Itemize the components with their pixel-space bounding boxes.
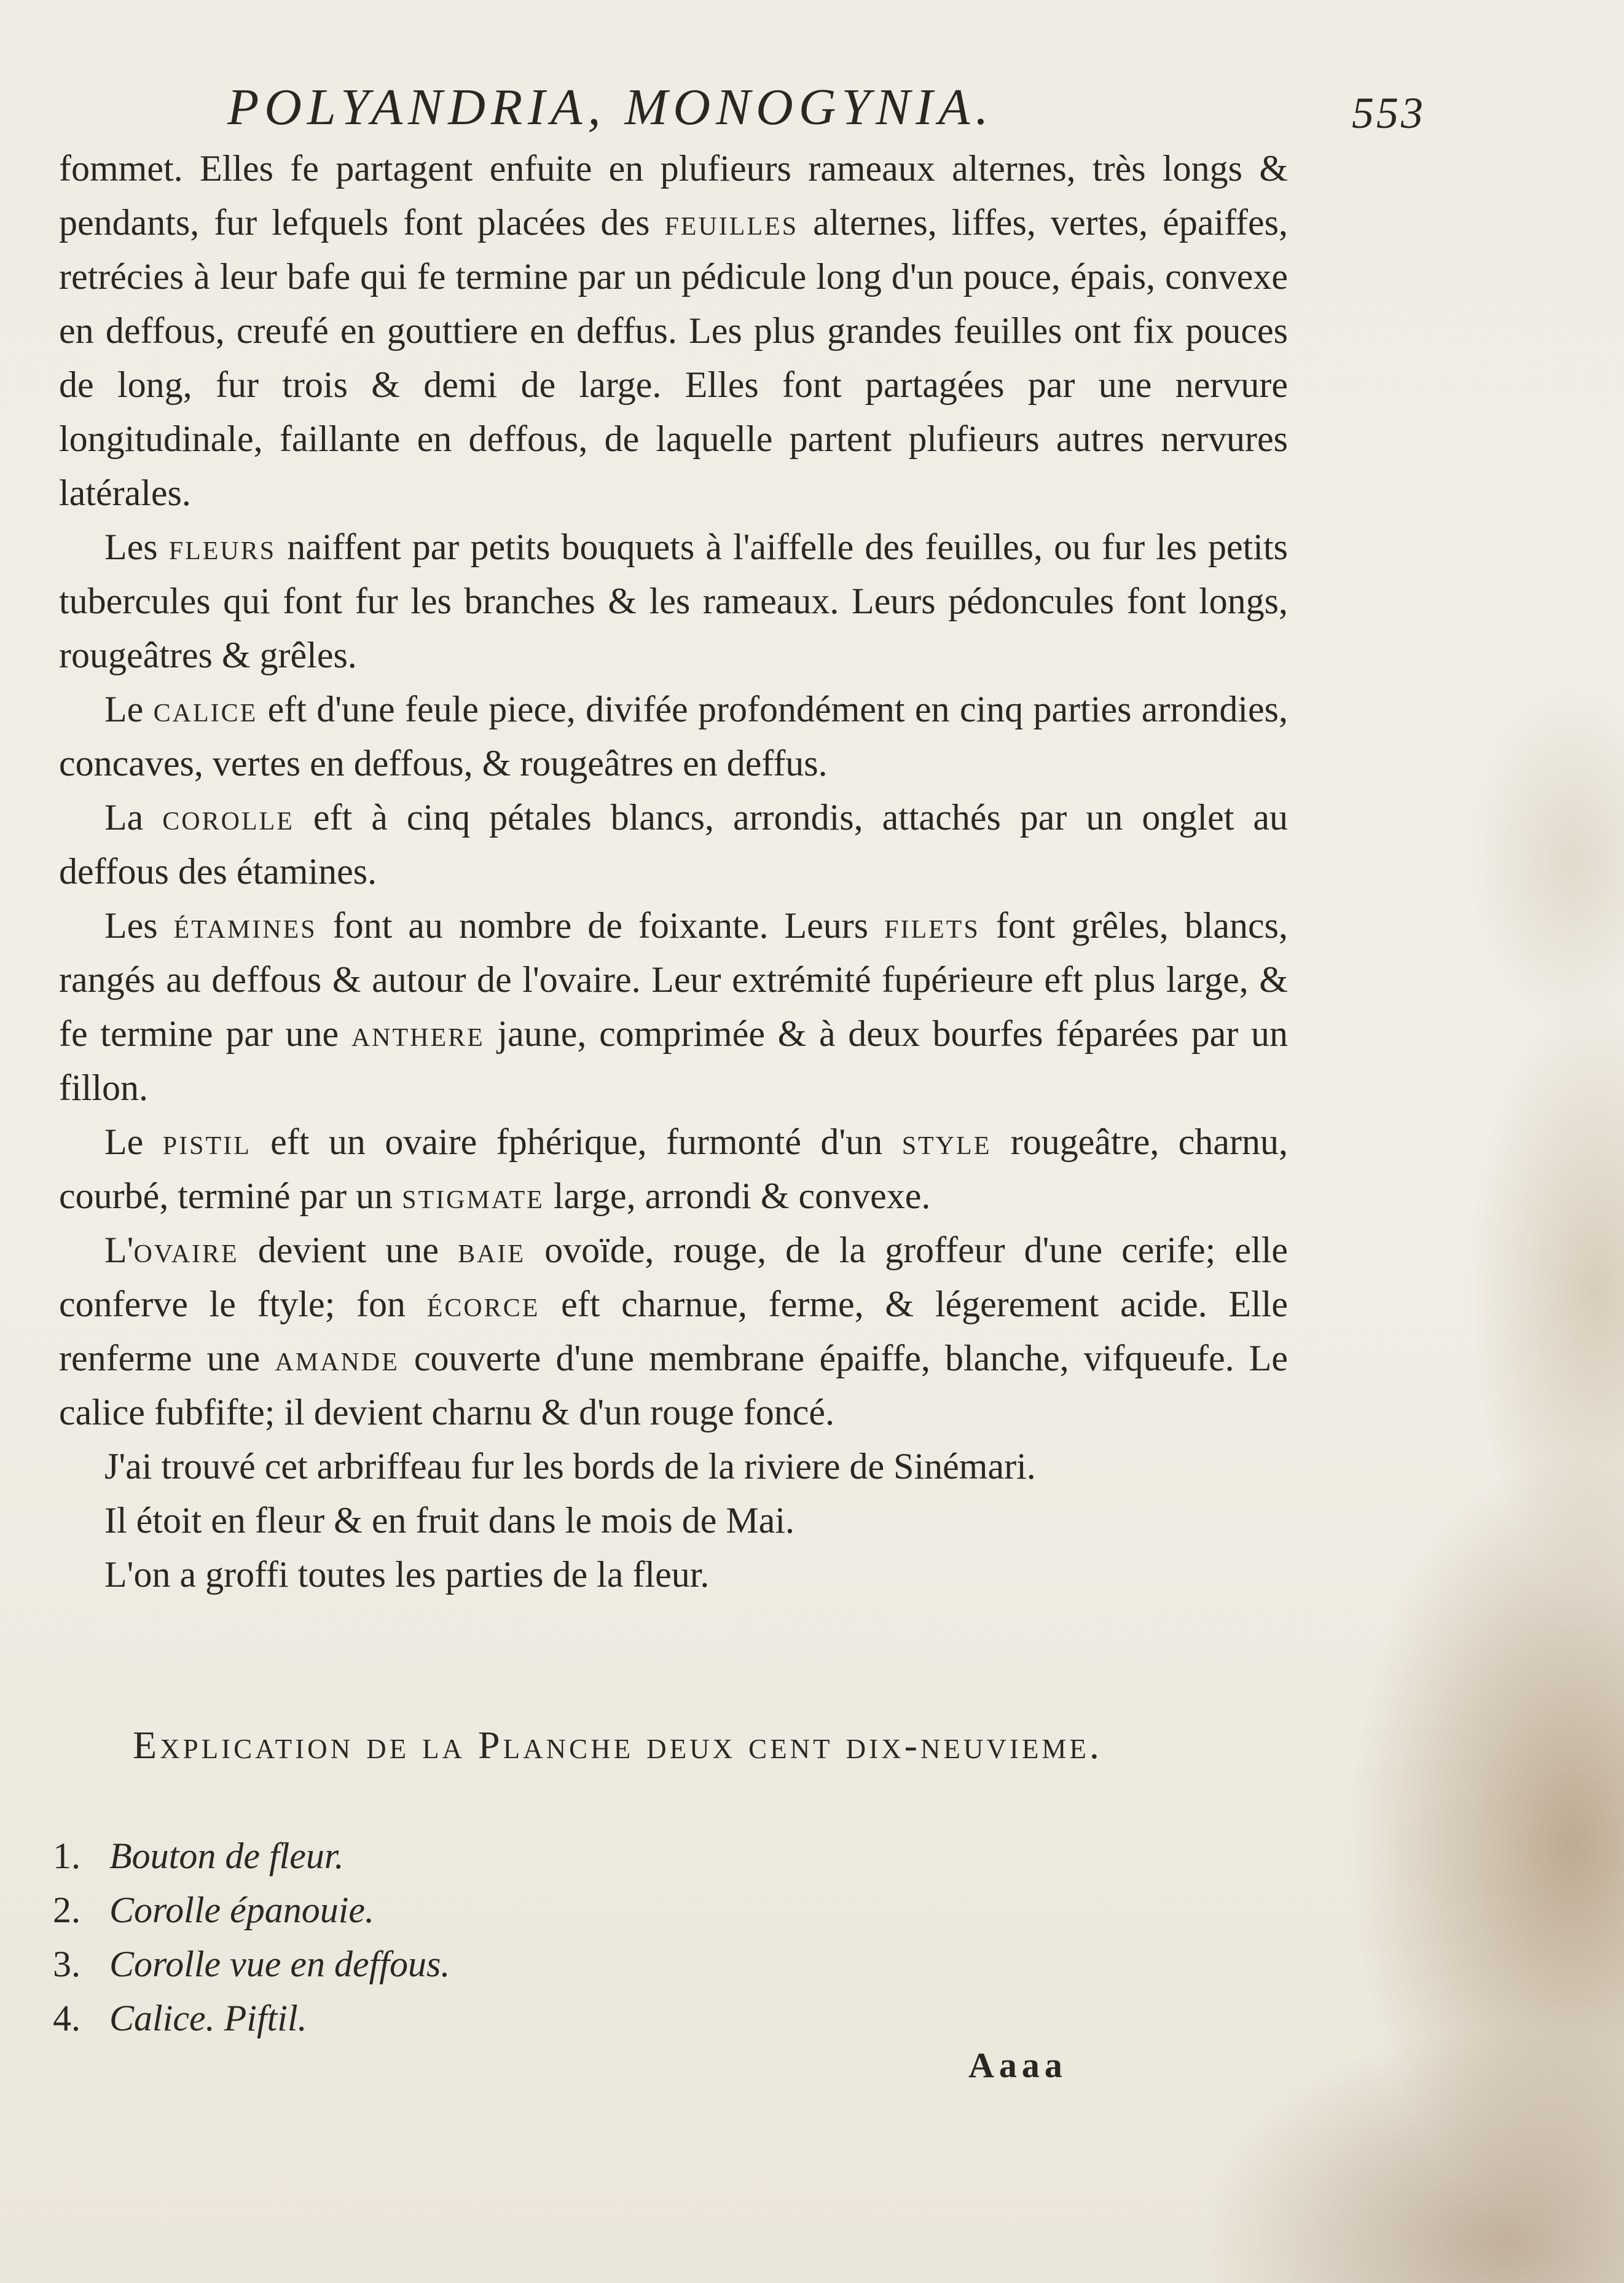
paragraph-magnification: L'on a groffi toutes les parties de la fleur. (104, 1554, 710, 1595)
body-text (59, 141, 1288, 1601)
page-number: 553 (1352, 88, 1426, 138)
paragraph-location: J'ai trouvé cet arbriffeau fur les bords de la riviere de Sinémari. (104, 1446, 1036, 1487)
legend-item: 2. Corolle épanouie. (53, 1890, 375, 1930)
explication-heading: Explication de la Planche deux cent dix-neuvieme. (133, 1723, 1102, 1767)
paragraph-stamens: Les étamines font au nombre de foixante. Leurs filets font grêles, blancs, rangés au deffous & autour de l'ovaire. Leur extrémité fupérieure eft plus large, & fe termine par une anthere jaune, comprimée & à deux bourfes féparées par un fillon. (59, 905, 1288, 1108)
plate-legend (53, 1829, 913, 2045)
legend-item: 1. Bouton de fleur. (53, 1836, 344, 1876)
page-header (227, 74, 1426, 147)
legend-item: 3. Corolle vue en deffous. (53, 1944, 450, 1984)
paragraph-corolla: La corolle eft à cinq pétales blancs, arrondis, attachés par un onglet au deffous des étamines. (59, 797, 1288, 892)
paragraph-fruit: L'ovaire devient une baie ovoïde, rouge, de la groffeur d'une cerife; elle conferve le ftyle; fon écorce eft charnue, ferme, & légerement acide. Elle renferme une amande couverte d'une membrane épaiffe, blanche, vifqueufe. Le calice fubfifte; il devient charnu & d'un rouge foncé. (59, 1230, 1289, 1432)
paragraph-calyx: Le calice eft d'une feule piece, divifée profondément en cinq parties arrondies, concaves, vertes en deffous, & rougeâtres en deffus. (59, 689, 1288, 784)
signature-mark: Aaaa (968, 2045, 1067, 2085)
paragraph-flowers: Les fleurs naiffent par petits bouquets à l'aiffelle des feuilles, ou fur les petits tubercules qui font fur les branches & les rameaux. Leurs pédoncules font longs, rougeâtres & grêles. (59, 527, 1288, 675)
paragraph-leaves: fommet. Elles fe partagent enfuite en plufieurs rameaux alternes, très longs & pendants, fur lefquels font placées des feuilles alternes, liffes, vertes, épaiffes, retrécies à leur bafe qui fe termine par un pédicule long d'un pouce, épais, convexe en deffous, creufé en gouttiere en deffus. Les plus grandes feuilles ont fix pouces de long, fur trois & demi de large. Elles font partagées par une nervure longitudinale, faillante en deffous, de laquelle partent plufieurs autres nervures latérales. (59, 148, 1288, 513)
legend-item: 4. Calice. Piftil. (53, 1998, 307, 2038)
running-title: POLYANDRIA, MONOGYNIA. (227, 79, 994, 136)
paragraph-season: Il étoit en fleur & en fruit dans le mois de Mai. (104, 1500, 795, 1541)
paragraph-pistil: Le pistil eft un ovaire fphérique, furmonté d'un style rougeâtre, charnu, courbé, terminé par un stigmate large, arrondi & convexe. (59, 1122, 1289, 1216)
